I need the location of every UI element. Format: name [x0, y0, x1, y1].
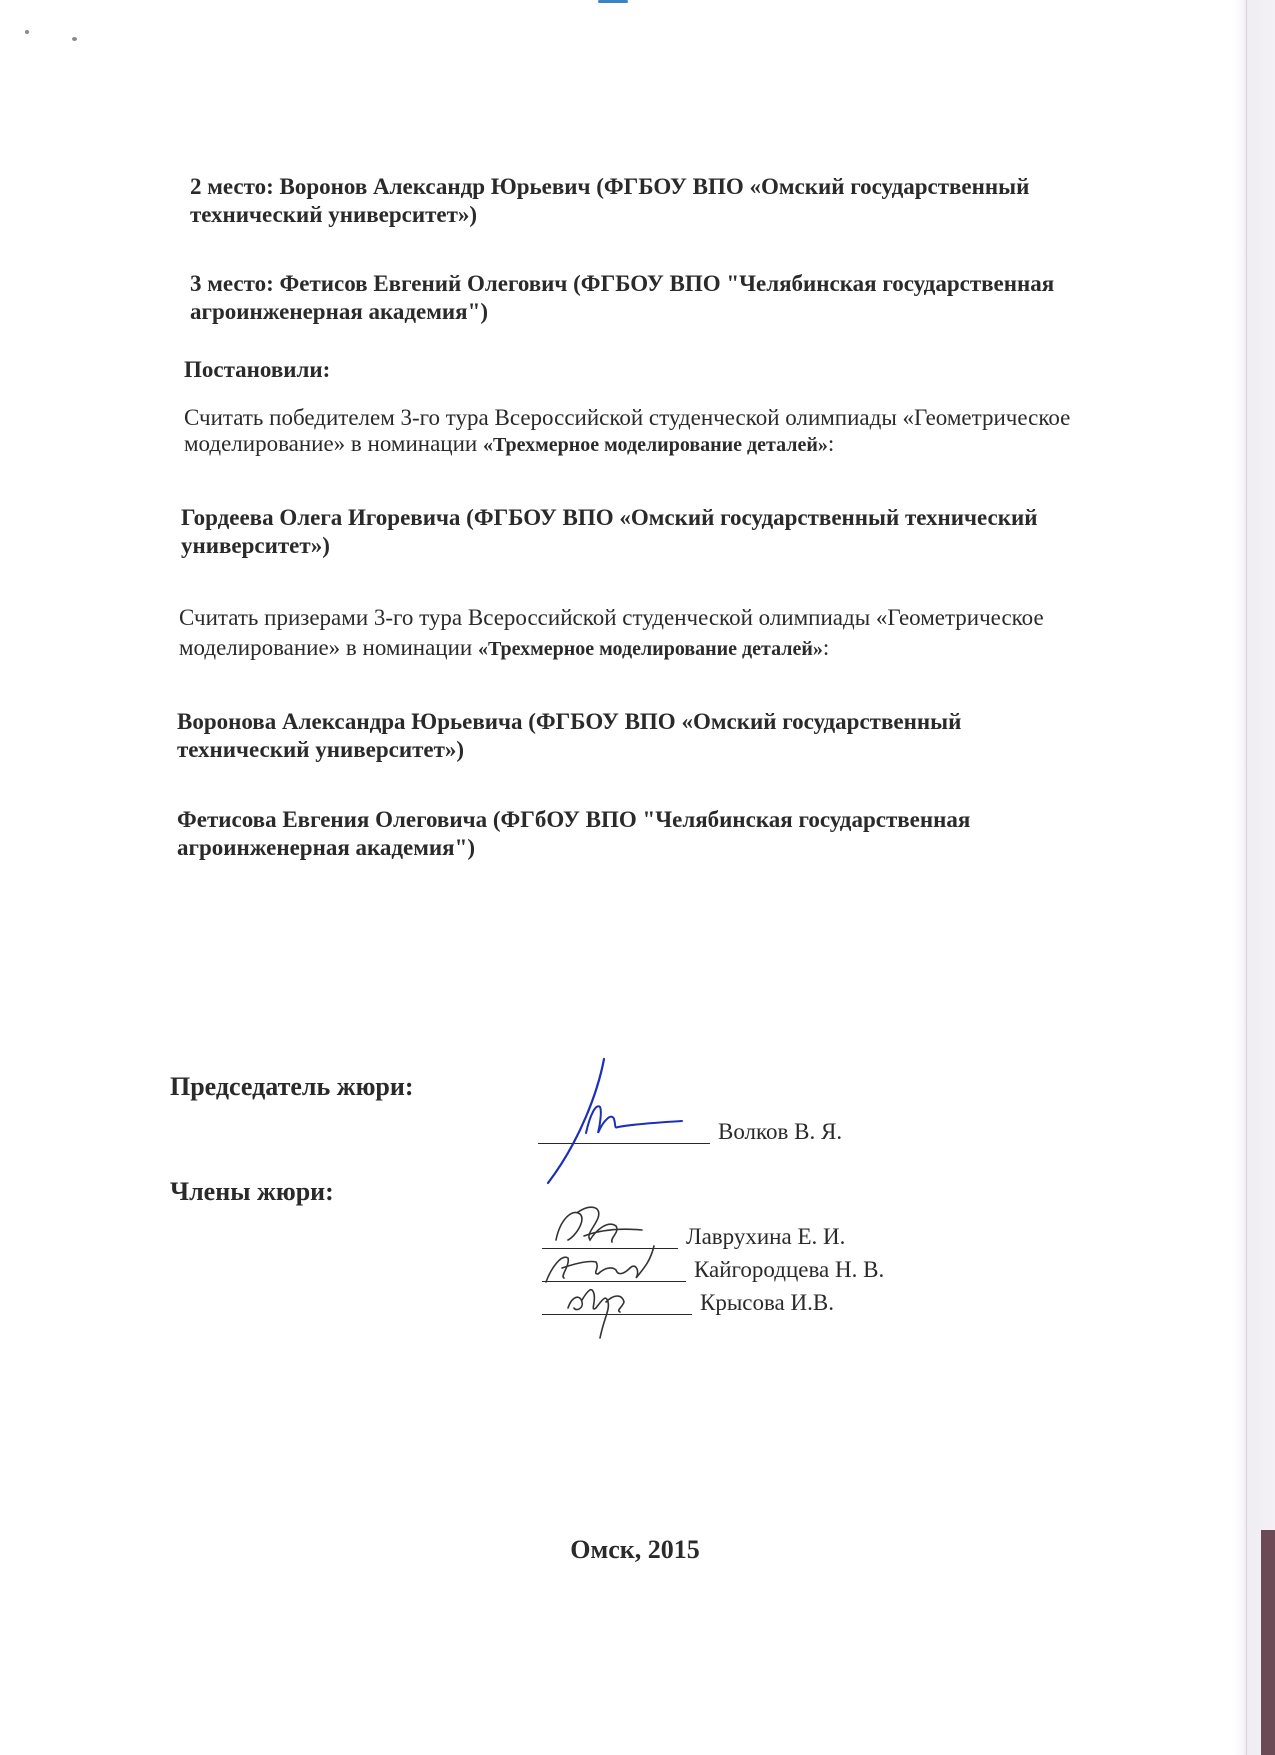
member-name: Кайгородцева Н. В. — [694, 1257, 885, 1282]
second-place-line1: 2 место: Воронов Александр Юрьевич (ФГБОУ ВПО «Омский государственный — [190, 174, 1030, 199]
city-year: Омск, 2015 — [570, 1535, 700, 1564]
prizewinners-statement-line2 — [179, 633, 829, 664]
winner-statement-line1: Считать победителем 3-го тура Всероссийской студенческой олимпиады «Геометрическое — [184, 405, 1071, 430]
third-place-line1: 3 место: Фетисов Евгений Олегович (ФГБОУ ВПО "Челябинская государственная — [190, 271, 1055, 296]
jury-members-label: Члены жюри: — [170, 1177, 334, 1206]
jury-chair-label: Председатель жюри: — [170, 1072, 414, 1101]
prizewinner-1-line2: технический университет») — [177, 737, 465, 762]
nomination-colon: : — [827, 431, 835, 456]
nomination-colon: : — [822, 635, 830, 660]
scan-speck — [598, 0, 628, 3]
second-place-line2: технический университет») — [190, 202, 478, 227]
member-name: Крысова И.В. — [700, 1290, 834, 1315]
prizewinner-2-line1: Фетисова Евгения Олеговича (ФГбОУ ВПО "Челябинская государственная — [177, 807, 971, 832]
scan-edge-line — [1246, 0, 1247, 1755]
scan-page-edge — [1233, 0, 1275, 1755]
winner-line1: Гордеева Олега Игоревича (ФГБОУ ВПО «Омский государственный технический — [181, 505, 1038, 530]
winner-line2: университет») — [181, 533, 330, 558]
scan-dust — [25, 30, 29, 34]
scan-dust — [72, 37, 77, 41]
prizewinner-2-line2: агроинженерная академия") — [177, 835, 476, 860]
prizewinner-1-line1: Воронова Александра Юрьевича (ФГБОУ ВПО «Омский государственный — [177, 709, 962, 734]
chair-signature — [540, 1055, 690, 1185]
member-name: Лаврухина Е. И. — [686, 1224, 846, 1249]
member-signature — [560, 1272, 650, 1342]
third-place-line2: агроинженерная академия") — [190, 299, 489, 324]
winner-statement-text: моделирование» в номинации — [184, 431, 483, 456]
resolution-heading: Постановили: — [184, 357, 331, 382]
nomination-name: «Трехмерное моделирование деталей» — [482, 434, 828, 456]
chair-name: Волков В. Я. — [718, 1119, 843, 1144]
nomination-name: «Трехмерное моделирование деталей» — [477, 638, 823, 660]
prizewinners-statement-line1: Считать призерами 3-го тура Всероссийской студенческой олимпиады «Геометрическое — [179, 605, 1044, 630]
winner-statement-line2 — [184, 429, 834, 460]
prizewinners-statement-text: моделирование» в номинации — [179, 635, 478, 660]
